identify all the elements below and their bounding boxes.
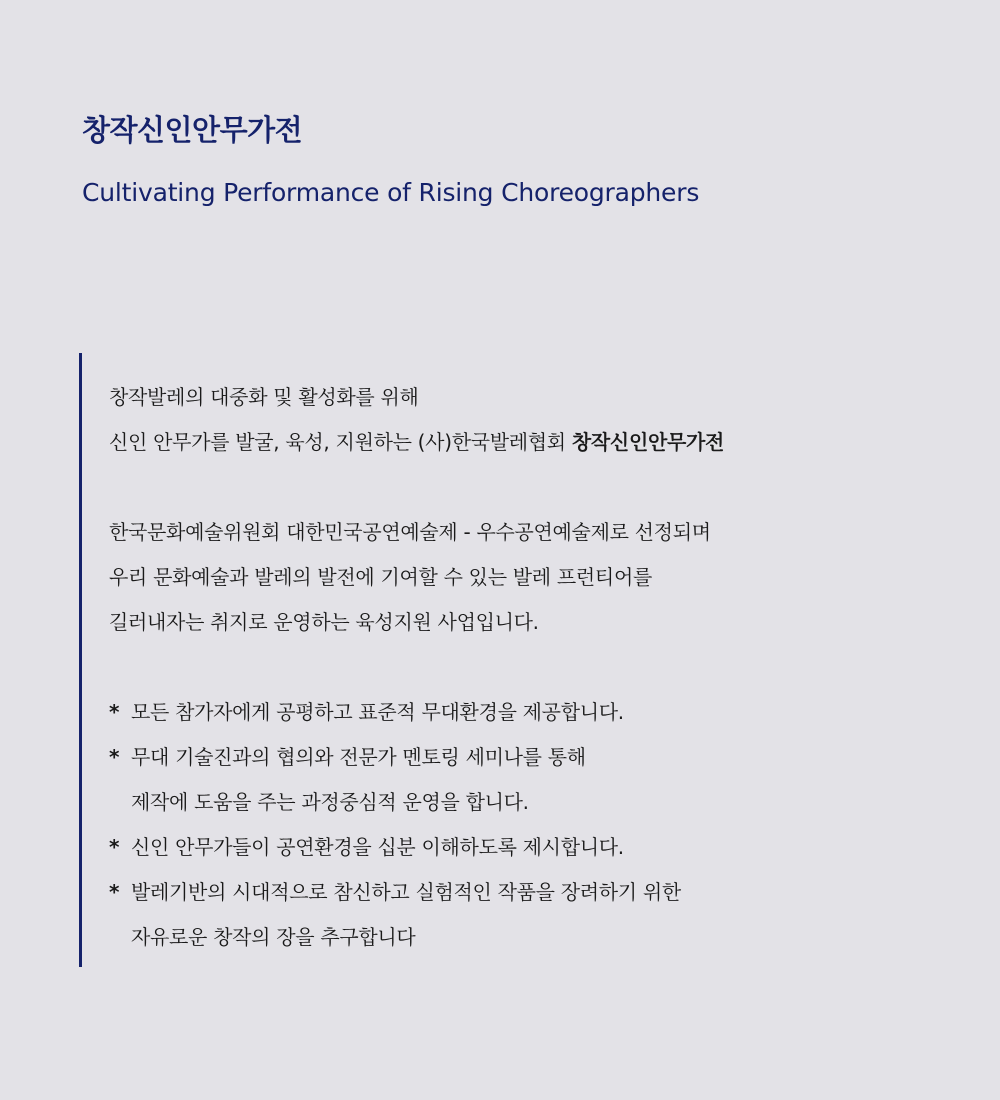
intro-line-text: 신인 안무가를 발굴, 육성, 지원하는 (사)한국발레협회: [109, 430, 572, 454]
bullet-marker: *: [109, 880, 120, 904]
bullet-continuation: 제작에 도움을 주는 과정중심적 운영을 합니다.: [131, 790, 529, 814]
bullet-item: [109, 735, 939, 780]
spacer: [109, 645, 939, 690]
bullet-item: [109, 825, 939, 870]
bullet-text: 발레기반의 시대적으로 참신하고 실험적인 작품을 장려하기 위한: [131, 880, 681, 904]
intro-line: 창작발레의 대중화 및 활성화를 위해: [109, 385, 419, 409]
bullet-marker: *: [109, 745, 120, 769]
bullet-text: 신인 안무가들이 공연환경을 십분 이해하도록 제시합니다.: [131, 835, 624, 859]
description-line: 우리 문화예술과 발레의 발전에 기여할 수 있는 발레 프런티어를: [109, 565, 652, 589]
description-line: 길러내자는 취지로 운영하는 육성지원 사업입니다.: [109, 610, 539, 634]
header: [82, 108, 699, 211]
bullet-text: 모든 참가자에게 공평하고 표준적 무대환경을 제공합니다.: [131, 700, 624, 724]
page-title: 창작신인안무가전: [82, 113, 303, 147]
bullet-item: [109, 870, 939, 915]
intro-line: [109, 420, 939, 465]
intro-highlight: 창작신인안무가전: [571, 430, 725, 454]
description-line: 한국문화예술위원회 대한민국공연예술제 - 우수공연예술제로 선정되며: [109, 520, 711, 544]
page-subtitle: Cultivating Performance of Rising Choreographers: [82, 178, 700, 207]
bullet-continuation: 자유로운 창작의 장을 추구합니다: [131, 925, 416, 949]
bullet-text: 무대 기술진과의 협의와 전문가 멘토링 세미나를 통해: [131, 745, 586, 769]
bullet-item: [109, 690, 939, 735]
bullet-marker: *: [109, 700, 120, 724]
spacer: [109, 465, 939, 510]
content-block: [79, 353, 939, 967]
bullet-marker: *: [109, 835, 120, 859]
